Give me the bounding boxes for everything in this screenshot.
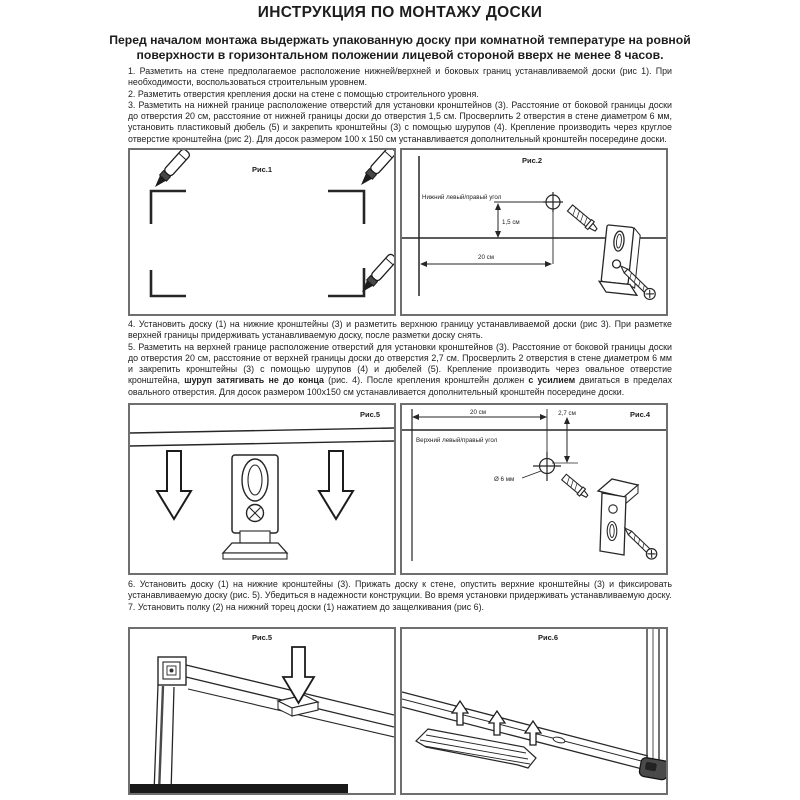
steps-block-4-5 <box>128 319 672 398</box>
corner-note: Верхний левый/правый угол <box>416 437 498 444</box>
figure-label: Рис.2 <box>521 156 543 165</box>
figure-ris-1 <box>128 148 396 316</box>
frame-right-post <box>647 629 659 769</box>
diameter-callout <box>494 471 541 483</box>
drill-point-crosshair <box>533 452 561 481</box>
svg-text:Ø 6 мм: Ø 6 мм <box>494 476 515 483</box>
dim-arrow-horizontal <box>412 409 547 420</box>
drill-point-crosshair <box>494 192 563 264</box>
bracket-front-view <box>223 455 287 559</box>
dowel-icon <box>561 473 590 499</box>
figure-ris-5 <box>128 627 396 795</box>
figure-ris-4-drawing <box>402 405 666 573</box>
down-arrow-icon <box>319 451 353 519</box>
figure-ris-5-drawing <box>130 629 394 793</box>
bracket-icon <box>598 479 638 555</box>
figure-ris-5-brackets-drawing <box>130 405 394 573</box>
figure-ris-5-brackets <box>128 403 396 575</box>
step-1: 1. Разметить на стене предполагаемое расположение нижней/верхней и боковых границ устанавливаемой доски (рис 1). При необходимости, воспользоваться строительным уровнем. <box>128 66 672 88</box>
svg-text:2,7 см: 2,7 см <box>558 410 576 417</box>
figure-ris-6 <box>400 627 668 795</box>
figure-ris-2 <box>400 148 668 316</box>
svg-text:20 см: 20 см <box>470 409 486 416</box>
marker-pen-icon <box>357 150 394 188</box>
page-title: ИНСТРУКЦИЯ ПО МОНТАЖУ ДОСКИ <box>257 4 543 21</box>
board-bottom-edge <box>130 428 394 446</box>
intro-note: Перед началом монтажа выдержать упакованную доску при комнатной температуре на ровной поверхности в горизонтальном положении лицевой стороной вверх не менее 8 часов. <box>109 33 691 63</box>
board-bottom-rail-dark <box>130 784 348 793</box>
svg-text:1,5 см: 1,5 см <box>502 219 520 226</box>
step-7: 7. Установить полку (2) на нижний торец доски (1) нажатием до защелкивания (рис 6). <box>128 601 484 612</box>
dowel-icon <box>567 204 599 234</box>
svg-text:20 см: 20 см <box>478 254 494 261</box>
board-corner-marks <box>151 191 364 296</box>
frame-left-post <box>154 685 174 793</box>
figure-ris-6-drawing <box>402 629 666 793</box>
corner-cap <box>639 757 666 781</box>
step-6: 6. Установить доску (1) на нижние кронштейны (3). Прижать доску к стене, опустить верхние кронштейны (3) и фиксировать устанавливаемую доску (рис. 5). Убедиться в надежности конструкции. Во время установки придерживать устанавливаемую доску. <box>128 579 672 601</box>
step-2: 2. Разметить отверстия крепления доски на стене с помощью строительного уровня. <box>128 88 479 99</box>
steps-block-1-3 <box>128 66 672 145</box>
corner-note: Нижний левый/правый угол <box>422 194 502 201</box>
down-arrow-icon <box>157 451 191 519</box>
step-3: 3. Разметить на нижней границе расположение отверстий для установки кронштейнов (3). Расстояние от боковой границы доски до отверстия 20 см, расстояние от нижней границы доски до отверстия 1,5 см. Просверлить 2 отверстия в стене диаметром 6 мм, установить пластиковый дюбель (5) и закрепить кронштейны (3) с помощью шурупов (4). Крепление производить через круглое отверстие кронштейна (рис 2). Для досок размером 100 х 150 см устанавливается дополнительный кронштейн посередине доски. <box>128 99 672 144</box>
step-4: 4. Установить доску (1) на нижние кронштейны (3) и разметить верхнюю границу устанавливаемой доски (рис 3). При разметке верхней границы придерживать устанавливаемую доску, после разметки доску снять. <box>128 319 672 341</box>
figure-label: Рис.6 <box>537 633 559 642</box>
figure-label: Рис.4 <box>629 410 651 419</box>
dim-arrow-horizontal <box>420 254 552 267</box>
lock-tab-oval <box>553 736 566 744</box>
up-arrow-icon <box>452 701 468 725</box>
pen-tray <box>416 729 536 768</box>
figure-label: Рис.5 <box>251 633 273 642</box>
dim-arrow-vertical <box>552 410 578 463</box>
step-5: 5. Разметить на верхней границе расположение отверстий для установки кронштейнов (3). Расстояние от боковой границы доски до отверстия 20 см, расстояние от верхней границы доски до отверстия 2,7 см. Просверлить 2 отверстия в стене диаметром 6 мм и закрепить кронштейны (3) с помощью шурупов (4) и дюбелей (5). Крепление производить через овальное отверстие кронштейна, шуруп затягивать не до конца (рис. 4). После крепления кронштейн должен с усилием двигаться в пределах овального отверстия. Для досок размером 100х150 см устанавливается дополнительный кронштейн посередине доски. <box>128 341 673 397</box>
figure-ris-2-drawing <box>402 150 666 314</box>
figure-label: Рис.5 <box>359 410 381 419</box>
screw-icon <box>621 524 659 561</box>
figure-label: Рис.1 <box>251 165 273 174</box>
steps-block-6-7 <box>128 579 672 613</box>
frame-corner-cube <box>158 657 186 685</box>
dim-arrow-vertical <box>495 203 520 238</box>
marker-pen-icon <box>151 150 191 190</box>
figure-ris-4 <box>400 403 668 575</box>
figure-ris-1-drawing <box>130 150 394 314</box>
